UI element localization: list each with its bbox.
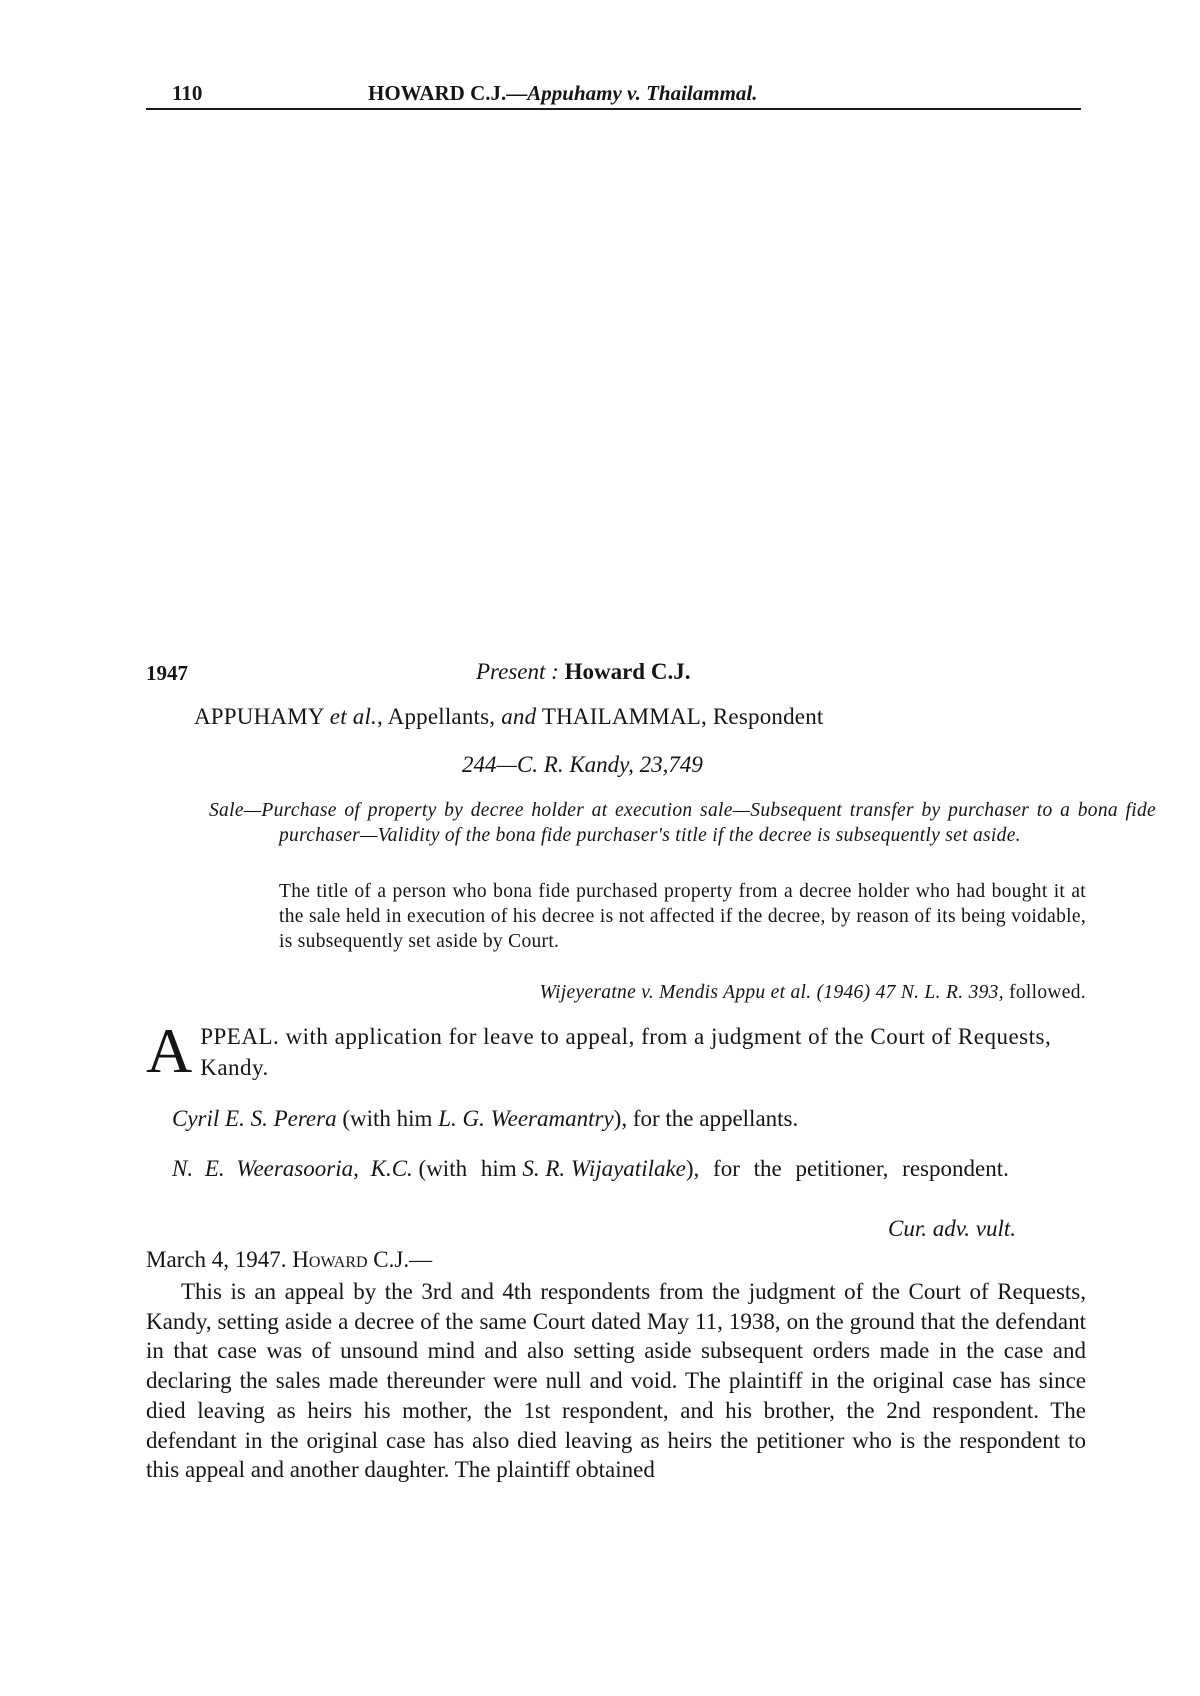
headnote-citation [307, 980, 1086, 1005]
counsel-respondent [146, 1153, 1086, 1184]
headnote-catchwords: Sale—Purchase of property by decree holder at execution sale—Subsequent transfer by purchaser to a bona fide purchaser—Validity of the bona fide purchaser's title if the decree is subsequently set aside. [209, 800, 1156, 846]
counsel-respondent-for: ), for the petitioner, respondent. [685, 1156, 1009, 1181]
appellants-role: , Appellants, [377, 704, 496, 729]
dropcap-letter: A [146, 1015, 193, 1086]
counsel-respondent-with: (with him [418, 1156, 517, 1181]
appeal-text: PPEAL. with application for leave to appeal, from a judgment of the Court of Requests, Kandy. [200, 1024, 1052, 1080]
running-header [146, 74, 1081, 110]
appeal-statement [146, 1015, 1086, 1086]
counsel-appellants [172, 1103, 1086, 1134]
bench-line [476, 659, 690, 685]
present-judge: Howard C.J. [564, 659, 691, 684]
counsel-appellants-name: Cyril E. S. Perera [172, 1106, 337, 1131]
parties-line [194, 704, 824, 730]
running-title-case: Appuhamy v. Thailammal. [527, 81, 758, 105]
judgment-paragraph: This is an appeal by the 3rd and 4th respondents from the judgment of the Court of Requests, Kandy, setting aside a decree of the same Court dated May 11, 1938, on the ground that the defendant in that case was of unsound mind and also setting aside subsequent orders made in the case and declaring the sales made thereunder were null and void. The plaintiff in the original case has since died leaving as heirs his mother, the 1st respondent, and his brother, the 2nd respondent. The defendant in the original case has also died leaving as heirs the petitioner who is the respondent to this appeal and another daughter. The plaintiff obtained [146, 1279, 1086, 1483]
present-label: Present : [476, 659, 559, 684]
appellants-etal: et al. [329, 704, 377, 729]
counsel-appellants-with: (with him [342, 1106, 433, 1131]
headnote-holding [279, 879, 1086, 954]
and-word: and [501, 704, 537, 729]
case-year: 1947 [146, 661, 188, 685]
holding-text: The title of a person who bona fide purchased property from a decree holder who had bought it at the sale held in execution of his decree is not affected if the decree, by reason of its being voidable, is subsequently set aside by Court. [279, 881, 1086, 952]
judgment-date: March 4, 1947. [146, 1247, 287, 1272]
counsel-respondent-junior: S. R. Wijayatilake [522, 1156, 686, 1181]
cur-adv-vult: Cur. adv. vult. [888, 1216, 1016, 1241]
running-title-judge: HOWARD C.J.— [368, 81, 528, 105]
citation-case: Wijeyeratne v. Mendis Appu et al. (1946) 47 N. L. R. 393, [539, 982, 1004, 1003]
appellants-name: APPUHAMY [194, 704, 324, 729]
judgment-date-line [146, 1247, 432, 1273]
case-number: 244—C. R. Kandy, 23,749 [462, 752, 703, 777]
judgment-judge: Howard C.J.— [292, 1247, 433, 1272]
running-title [368, 81, 758, 106]
respondent-name: THAILAMMAL, Respondent [541, 704, 824, 729]
counsel-appellants-for: ), for the appellants. [613, 1106, 799, 1131]
counsel-respondent-name: N. E. Weerasooria, K.C. [172, 1156, 413, 1181]
citation-note: followed. [1009, 982, 1086, 1003]
page-number: 110 [172, 81, 203, 105]
counsel-appellants-junior: L. G. Weeramantry [438, 1106, 614, 1131]
